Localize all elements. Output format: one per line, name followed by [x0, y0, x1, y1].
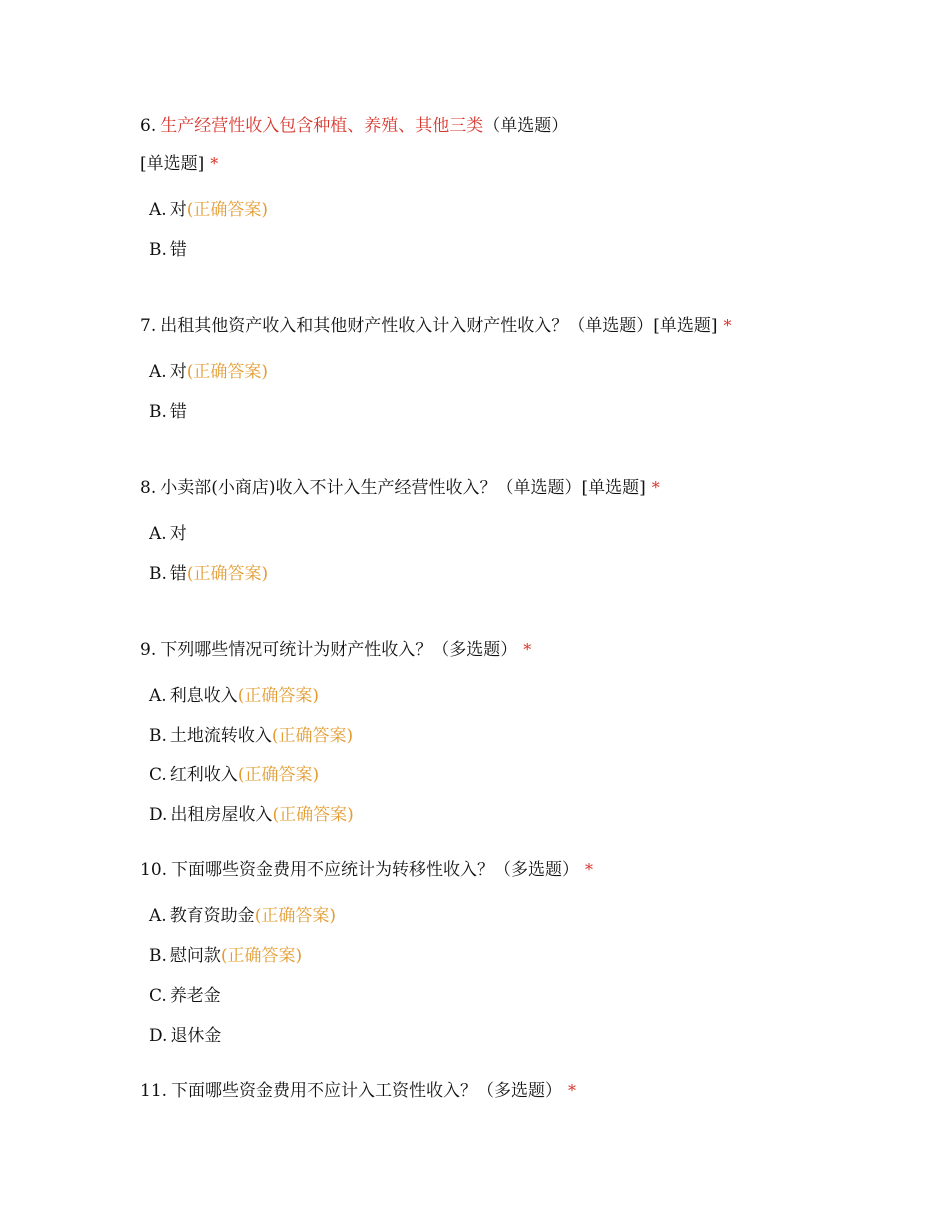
required-marker: *	[568, 1081, 577, 1100]
option-letter: D.	[149, 805, 168, 825]
option-letter: A.	[149, 524, 167, 544]
option-q6-b[interactable]	[149, 238, 187, 262]
question-10-title	[140, 858, 593, 882]
option-letter: A.	[149, 686, 167, 706]
question-number: 6.	[140, 116, 157, 136]
option-letter: B.	[149, 240, 167, 260]
question-6-subline	[140, 152, 218, 176]
question-9-title	[140, 638, 531, 662]
correct-answer-tag: (正确答案)	[237, 686, 319, 706]
option-q10-b[interactable]	[149, 944, 302, 968]
option-text: 教育资助金	[169, 906, 255, 926]
option-q8-a[interactable]	[149, 522, 187, 546]
option-letter: D.	[149, 1026, 168, 1046]
option-letter: A.	[149, 906, 167, 926]
correct-answer-tag: (正确答案)	[271, 726, 354, 746]
option-text: 退休金	[170, 1026, 222, 1046]
question-text: 出租其他资产收入和其他财产性收入计入财产性收入？（单选题）[单选题]	[160, 316, 718, 336]
correct-answer-tag: (正确答案)	[237, 765, 320, 785]
question-text: 下列哪些情况可统计为财产性收入？（多选题）	[160, 640, 518, 660]
option-q8-b[interactable]	[149, 562, 268, 586]
option-q10-c[interactable]	[149, 984, 221, 1008]
option-text: 利息收入	[169, 686, 238, 706]
option-q6-a[interactable]	[149, 198, 268, 222]
option-text: 错	[169, 240, 187, 260]
option-text: 对	[169, 524, 187, 544]
option-q9-c[interactable]	[149, 763, 319, 787]
question-text: 生产经营性收入包含种植、养殖、其他三类	[160, 116, 484, 136]
option-text: 对	[169, 362, 187, 382]
question-number: 8.	[140, 478, 157, 498]
question-number: 9.	[140, 640, 157, 660]
option-text: 出租房屋收入	[170, 805, 273, 825]
question-6-title	[140, 114, 568, 138]
option-q9-b[interactable]	[149, 724, 353, 748]
option-text: 红利收入	[169, 765, 238, 785]
correct-answer-tag: (正确答案)	[272, 805, 354, 825]
question-text: 下面哪些资金费用不应计入工资性收入？（多选题）	[171, 1081, 563, 1101]
question-type: （单选题）	[483, 116, 569, 136]
option-q10-d[interactable]	[149, 1024, 221, 1048]
option-letter: B.	[149, 726, 167, 746]
option-text: 错	[169, 564, 187, 584]
option-q7-b[interactable]	[149, 400, 187, 424]
question-number: 7.	[140, 316, 157, 336]
required-marker: *	[210, 154, 219, 173]
question-text: 下面哪些资金费用不应统计为转移性收入？（多选题）	[171, 860, 580, 880]
question-text: 小卖部(小商店)收入不计入生产经营性收入？（单选题）[单选题]	[160, 478, 646, 498]
option-q10-a[interactable]	[149, 904, 336, 928]
option-text: 养老金	[169, 986, 221, 1006]
option-letter: C.	[149, 765, 167, 785]
option-letter: B.	[149, 564, 167, 584]
option-letter: A.	[149, 362, 167, 382]
required-marker: *	[651, 478, 660, 497]
option-letter: B.	[149, 402, 167, 422]
required-marker: *	[523, 640, 532, 659]
option-text: 慰问款	[169, 946, 221, 966]
option-text: 错	[169, 402, 187, 422]
option-text: 土地流转收入	[169, 726, 272, 746]
correct-answer-tag: (正确答案)	[186, 200, 268, 220]
option-letter: B.	[149, 946, 167, 966]
correct-answer-tag: (正确答案)	[186, 564, 269, 584]
option-q7-a[interactable]	[149, 360, 268, 384]
correct-answer-tag: (正确答案)	[254, 906, 336, 926]
question-number: 11.	[140, 1081, 168, 1101]
option-text: 对	[169, 200, 187, 220]
question-number: 10.	[140, 860, 168, 880]
option-letter: C.	[149, 986, 167, 1006]
required-marker: *	[585, 860, 594, 879]
required-marker: *	[723, 316, 732, 335]
question-8-title	[140, 476, 660, 500]
correct-answer-tag: (正确答案)	[220, 946, 303, 966]
question-11-title	[140, 1079, 576, 1103]
option-q9-a[interactable]	[149, 684, 319, 708]
option-q9-d[interactable]	[149, 803, 354, 827]
option-letter: A.	[149, 200, 167, 220]
question-type-tag: [单选题]	[140, 154, 205, 174]
question-7-title	[140, 314, 732, 338]
correct-answer-tag: (正确答案)	[186, 362, 268, 382]
